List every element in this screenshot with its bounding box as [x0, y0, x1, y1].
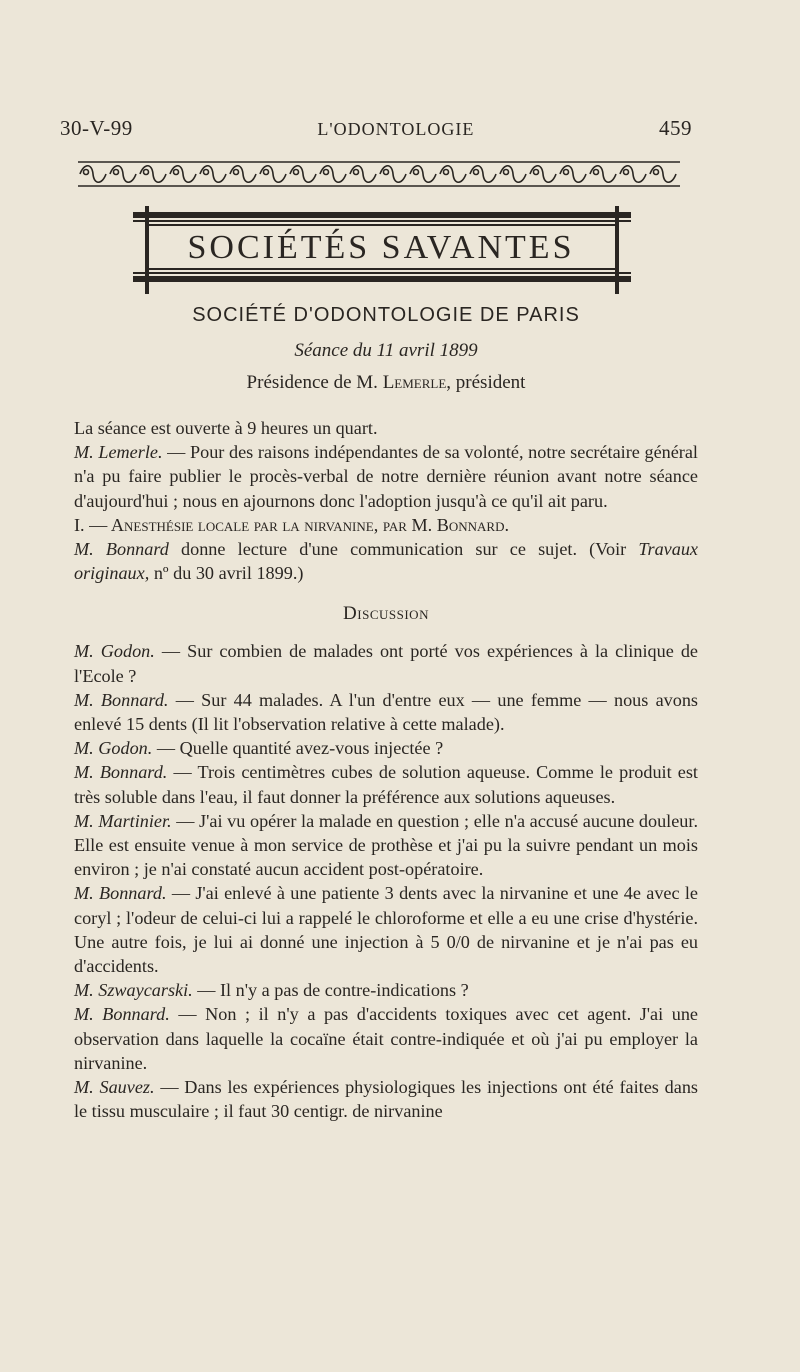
exchange-paragraph	[74, 978, 698, 1002]
ornament-dot	[654, 170, 659, 175]
ornament-dot	[294, 170, 299, 175]
ornament-dot	[534, 170, 539, 175]
section-heading: I. — Anesthésie locale par la nirvanine, par M. Bonnard.	[74, 514, 510, 535]
ornament-dot	[414, 170, 419, 175]
ornament-dot	[174, 170, 179, 175]
speech-text: — Quelle quantité avez-vous injectée ?	[152, 738, 444, 759]
ornament-dot	[204, 170, 209, 175]
ornament-dot	[144, 170, 149, 175]
article-body	[74, 302, 698, 1123]
ornament-dot	[564, 170, 569, 175]
speaker-name: M. Godon.	[74, 641, 155, 662]
society-heading: SOCIÉTÉ D'ODONTOLOGIE DE PARIS	[192, 304, 580, 326]
discussion-heading: Discussion	[343, 603, 429, 625]
speaker-name: M. Bonnard.	[74, 1004, 170, 1025]
speech-text: — Sur 44 malades. A l'un d'entre eux — une femme — nous avons enlevé 15 dents (Il lit l'observation relative à cette malade).	[74, 689, 698, 735]
speaker-name: M. Szwaycarski.	[74, 980, 193, 1001]
ornament-dot	[444, 170, 449, 175]
exchange-paragraph	[74, 760, 698, 808]
exchange-paragraph	[74, 881, 698, 978]
lemerle-paragraph	[74, 440, 698, 513]
reference-title: Travaux originaux,	[74, 539, 698, 584]
ornament-dot	[384, 170, 389, 175]
issue-date: 30-V-99	[60, 116, 133, 140]
ornament-dot	[84, 170, 89, 175]
ornament-dot	[594, 170, 599, 175]
speaker-name: M. Bonnard.	[74, 762, 168, 783]
ornament-dot	[264, 170, 269, 175]
exchange-paragraph	[74, 736, 698, 760]
exchange-paragraph	[74, 639, 698, 687]
ornament-dot	[624, 170, 629, 175]
presidency-prefix: Présidence de M.	[246, 372, 378, 393]
speaker-name: M. Bonnard	[74, 539, 169, 560]
president-name: Lemerle	[382, 372, 447, 393]
presidency-line	[74, 370, 698, 396]
speech-text: — Dans les expériences physiologiques les injections ont été faites dans le tissu musculaire ; il faut 30 centigr. de nirvanine	[74, 1077, 699, 1122]
speech-text: donne lecture d'une communication sur ce sujet. (Voir	[168, 539, 639, 560]
speaker-name: M. Lemerle.	[74, 442, 163, 463]
ornament-dot	[324, 170, 329, 175]
speech-text: — Sur combien de malades ont porté vos expériences à la clinique de l'Ecole ?	[74, 641, 698, 686]
exchange-paragraph	[74, 688, 698, 736]
speech-text: — Non ; il n'y a pas d'accidents toxiques avec cet agent. J'ai une observation dans laquelle la cocaïne était contre-indiquée et où j'ai pu employer la nirvanine.	[74, 1004, 698, 1073]
speech-text: — J'ai enlevé à une patiente 3 dents avec la nirvanine et une 4e avec le coryl ; l'odeur de celui-ci lui a rappelé le chloroforme et elle a eu une crise d'hystérie. Une autre fois, je lui ai donné une injection à 5 0/0 de nirvanine et je n'ai pas eu d'accidents.	[74, 883, 698, 977]
ornament-dot	[354, 170, 359, 175]
speech-text: — Pour des raisons indépendantes de sa volonté, notre secrétaire général n'a pu faire publier le procès-verbal de notre dernière réunion avant notre séance d'aujourd'hui ; nous en ajournons donc l'adoption jusqu'à ce qu'il ait paru.	[74, 442, 698, 511]
speech-text: — Trois centimètres cubes de solution aqueuse. Comme le produit est très soluble dans l'eau, il faut donner la préférence aux solutions aqueuses.	[74, 762, 698, 807]
session-date: Séance du 11 avril 1899	[294, 340, 478, 361]
speech-text: nº du 30 avril 1899.)	[149, 563, 304, 584]
opening-paragraph: La séance est ouverte à 9 heures un quart.	[74, 418, 378, 438]
ornament-dot	[474, 170, 479, 175]
speaker-name: M. Bonnard.	[74, 883, 167, 904]
ornament-dot	[234, 170, 239, 175]
ornament-dot	[114, 170, 119, 175]
page-number: 459	[659, 116, 692, 140]
running-head	[60, 116, 692, 141]
speaker-name: M. Bonnard.	[74, 689, 169, 710]
exchange-paragraph	[74, 1002, 698, 1075]
ornament-dot	[504, 170, 509, 175]
speech-text: — J'ai vu opérer la malade en question ; elle n'a accusé aucune douleur. Elle est ensuite venue à mon service de prothèse et j'ai pu la suivre pendant un mois environ ; je n'ai constaté aucun accident post-opératoire.	[74, 810, 699, 880]
speaker-name: M. Martinier.	[74, 810, 172, 831]
bonnard-reading-paragraph	[74, 537, 698, 585]
decorative-ornament-band	[78, 160, 680, 188]
exchange-paragraph	[74, 1075, 698, 1123]
speaker-name: M. Sauvez.	[74, 1077, 155, 1098]
exchange-paragraph	[74, 809, 698, 882]
speaker-name: M. Godon.	[74, 738, 153, 759]
speech-text: — Il n'y a pas de contre-indications ?	[192, 980, 469, 1001]
journal-title: L'ODONTOLOGIE	[317, 119, 475, 139]
section-banner-title: SOCIÉTÉS SAVANTES	[187, 229, 575, 266]
presidency-suffix: , président	[446, 372, 526, 393]
